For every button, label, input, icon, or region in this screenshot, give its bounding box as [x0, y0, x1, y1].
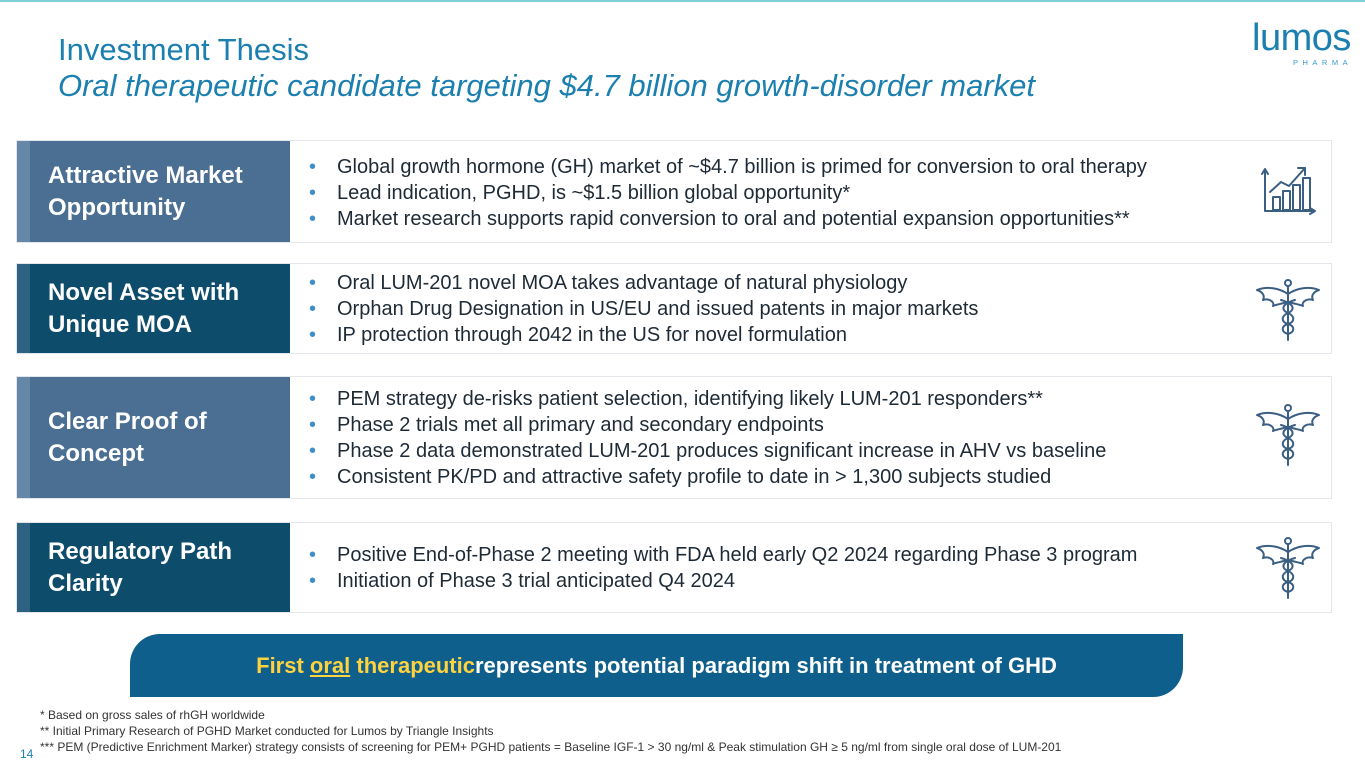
bullet-dot: •	[309, 544, 317, 566]
bullet-item	[309, 412, 1106, 438]
caduceus-icon	[1255, 536, 1321, 600]
bullet-dot: •	[309, 272, 317, 294]
bullet-item	[309, 154, 1147, 180]
label-stripe	[17, 523, 30, 612]
label-stripe	[17, 141, 30, 242]
footnote: ** Initial Primary Research of PGHD Market conducted for Lumos by Triangle Insights	[40, 724, 494, 738]
row-label-asset	[17, 264, 290, 353]
bullet-list	[309, 542, 1137, 594]
bullet-item	[309, 206, 1147, 232]
bullet-dot: •	[309, 570, 317, 592]
bullet-dot: •	[309, 440, 317, 462]
page-title: Investment Thesis	[58, 32, 309, 67]
row-label-regulatory	[17, 523, 290, 612]
caduceus-icon	[1255, 278, 1321, 342]
bullet-dot: •	[309, 298, 317, 320]
bullet-item	[309, 464, 1106, 490]
bullet-text: Phase 2 trials met all primary and secondary endpoints	[337, 414, 824, 436]
bullet-item	[309, 438, 1106, 464]
banner-text-rest: represents potential paradigm shift in treatment of GHD	[474, 652, 1057, 678]
bullet-item	[309, 180, 1147, 206]
bullet-text: Lead indication, PGHD, is ~$1.5 billion global opportunity*	[337, 182, 851, 204]
lumos-logo	[1252, 17, 1358, 67]
bullet-item	[309, 542, 1137, 568]
bullet-dot: •	[309, 388, 317, 410]
bullet-list	[309, 154, 1147, 232]
bullet-text: Oral LUM-201 novel MOA takes advantage of natural physiology	[337, 272, 908, 294]
banner-text-oral: oral	[309, 652, 351, 678]
bullet-text: Consistent PK/PD and attractive safety profile to date in > 1,300 subjects studied	[337, 466, 1052, 488]
banner-highlight	[256, 653, 475, 679]
thesis-row-asset	[16, 263, 1332, 354]
bullet-dot: •	[309, 466, 317, 488]
bullet-item	[309, 568, 1137, 594]
bullet-text: Market research supports rapid conversion to oral and potential expansion opportunities**	[337, 208, 1130, 230]
row-label-text: Novel Asset with Unique MOA	[48, 278, 240, 338]
footnotes	[40, 707, 1061, 755]
bullet-text: Phase 2 data demonstrated LUM-201 produces significant increase in AHV vs baseline	[337, 440, 1107, 462]
bullet-text: Orphan Drug Designation in US/EU and issued patents in major markets	[337, 298, 979, 320]
bullet-item	[309, 386, 1106, 412]
row-label-text: Clear Proof of Concept	[48, 407, 207, 467]
bullet-item	[309, 322, 978, 348]
row-label-text: Attractive Market Opportunity	[48, 161, 243, 221]
row-label-market	[17, 141, 290, 242]
bullet-list	[309, 270, 978, 348]
banner-text-therapeutic: therapeutic	[350, 652, 475, 678]
bullet-dot: •	[309, 208, 317, 230]
bullet-text: Initiation of Phase 3 trial anticipated Q4 2024	[337, 570, 736, 592]
label-stripe	[17, 264, 30, 353]
bullet-text: Global growth hormone (GH) market of ~$4.7 billion is primed for conversion to oral therapy	[337, 156, 1147, 178]
footnote: * Based on gross sales of rhGH worldwide	[40, 708, 265, 722]
growth-chart-icon	[1261, 161, 1317, 219]
row-label-text: Regulatory Path Clarity	[48, 537, 233, 597]
row-label-proof	[17, 377, 290, 498]
top-accent-line	[0, 0, 1365, 2]
thesis-row-regulatory	[16, 522, 1332, 613]
bullet-dot: •	[309, 156, 317, 178]
bullet-dot: •	[309, 324, 317, 346]
logo-subtext: PHARMA	[1293, 58, 1353, 67]
bullet-text: IP protection through 2042 in the US for novel formulation	[337, 324, 847, 346]
bullet-item	[309, 270, 978, 296]
bullet-item	[309, 296, 978, 322]
thesis-row-proof	[16, 376, 1332, 499]
key-message-banner	[130, 634, 1183, 697]
bullet-text: Positive End-of-Phase 2 meeting with FDA held early Q2 2024 regarding Phase 3 program	[337, 544, 1138, 566]
bullet-text: PEM strategy de-risks patient selection, identifying likely LUM-201 responders**	[337, 388, 1043, 410]
thesis-row-market	[16, 140, 1332, 243]
bullet-list	[309, 386, 1106, 490]
page-subtitle: Oral therapeutic candidate targeting $4.7 billion growth-disorder market	[58, 68, 1036, 103]
label-stripe	[17, 377, 30, 498]
caduceus-icon	[1255, 403, 1321, 467]
page-number: 14	[20, 747, 34, 761]
bullet-dot: •	[309, 182, 317, 204]
banner-text-first: First	[256, 652, 310, 678]
bullet-dot: •	[309, 414, 317, 436]
logo-wordmark: lumos	[1252, 17, 1351, 59]
footnote: *** PEM (Predictive Enrichment Marker) strategy consists of screening for PEM+ PGHD patients = Baseline IGF-1 > 30 ng/ml & Peak stimulation GH ≥ 5 ng/ml from single oral dose of LUM-201	[40, 740, 1062, 754]
